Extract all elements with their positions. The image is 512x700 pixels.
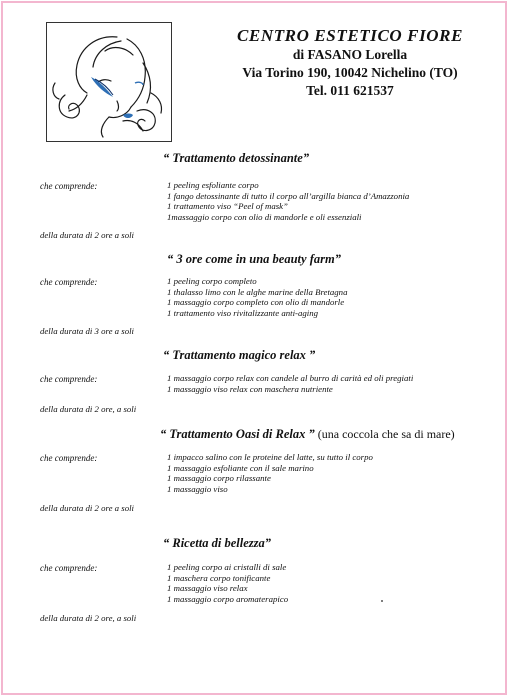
list-item: 1 massaggio esfoliante con il sale marino [167,462,314,473]
treatment-items [167,562,288,604]
treatment-items [167,452,373,494]
treatment-title [0,536,512,551]
treatment-title-text: “ Trattamento magico relax ” [163,348,316,362]
woman-face-logo-icon [46,22,172,142]
treatment-title-text: “ Trattamento Oasi di Relax ” [160,427,315,441]
list-item: 1 massaggio viso relax con maschera nutriente [167,383,333,394]
treatment-title [0,252,512,267]
treatment-items [167,373,413,394]
treatment-items [167,276,347,318]
treatment-items [167,180,409,222]
list-item: 1 massaggio viso relax [167,583,248,593]
list-item: 1 peeling corpo completo [167,276,257,286]
list-item: 1 trattamento viso rivitalizzante anti-aging [167,307,319,318]
duration-text: della durata di 2 ore, a soli [40,613,137,623]
list-item: 1 maschera corpo tonificante [167,572,271,583]
treatment-title [0,348,512,363]
business-phone: Tel. 011 621537 [306,83,394,98]
list-item: 1 thalasso limo con le alghe marine della Bretagna [167,286,348,297]
treatment-title [0,151,512,166]
treatment-note: (una coccola che sa di mare) [314,427,455,441]
includes-label: che comprende: [40,181,98,191]
duration-text: della durata di 2 ore a soli [40,230,134,240]
list-item: 1 peeling corpo ai cristalli di sale [167,562,287,572]
business-name: CENTRO ESTETICO FIORE [236,26,464,45]
duration-text: della durata di 2 ore a soli [40,503,134,513]
includes-label: che comprende: [40,563,98,573]
treatment-title [0,427,512,442]
list-item: 1massaggio corpo con olio di mandorle e oli essenziali [167,211,362,222]
duration-text: della durata di 2 ore, a soli [40,404,137,414]
list-item: 1 peeling esfoliante corpo [167,180,259,190]
owner-name: di FASANO Lorella [292,47,408,62]
treatment-title-text: “ 3 ore come in una beauty farm” [167,252,341,266]
duration-text: della durata di 3 ore a soli [40,326,134,336]
treatment-title-text: “ Trattamento detossinante” [163,151,310,165]
list-item: 1 massaggio corpo aromaterapico [167,593,289,604]
list-item: 1 impacco salino con le proteine del latte, su tutto il corpo [167,452,373,462]
list-item: 1 fango detossinante di tutto il corpo all’argilla bianca d’Amazzonia [167,190,410,201]
list-item: 1 massaggio corpo relax con candele al burro di carità ed oli pregiati [167,373,414,383]
includes-label: che comprende: [40,453,98,463]
business-address: Via Torino 190, 10042 Nichelino (TO) [242,65,458,80]
includes-label: che comprende: [40,277,98,287]
list-item: 1 massaggio viso [167,483,228,494]
list-item: 1 trattamento viso “Peel of mask” [167,201,288,211]
business-header [200,26,500,100]
treatment-title-text: “ Ricetta di bellezza” [163,536,271,550]
speck-dot [381,600,383,602]
list-item: 1 massaggio corpo completo con olio di mandorle [167,297,345,307]
includes-label: che comprende: [40,374,98,384]
list-item: 1 massaggio corpo rilassante [167,473,271,483]
